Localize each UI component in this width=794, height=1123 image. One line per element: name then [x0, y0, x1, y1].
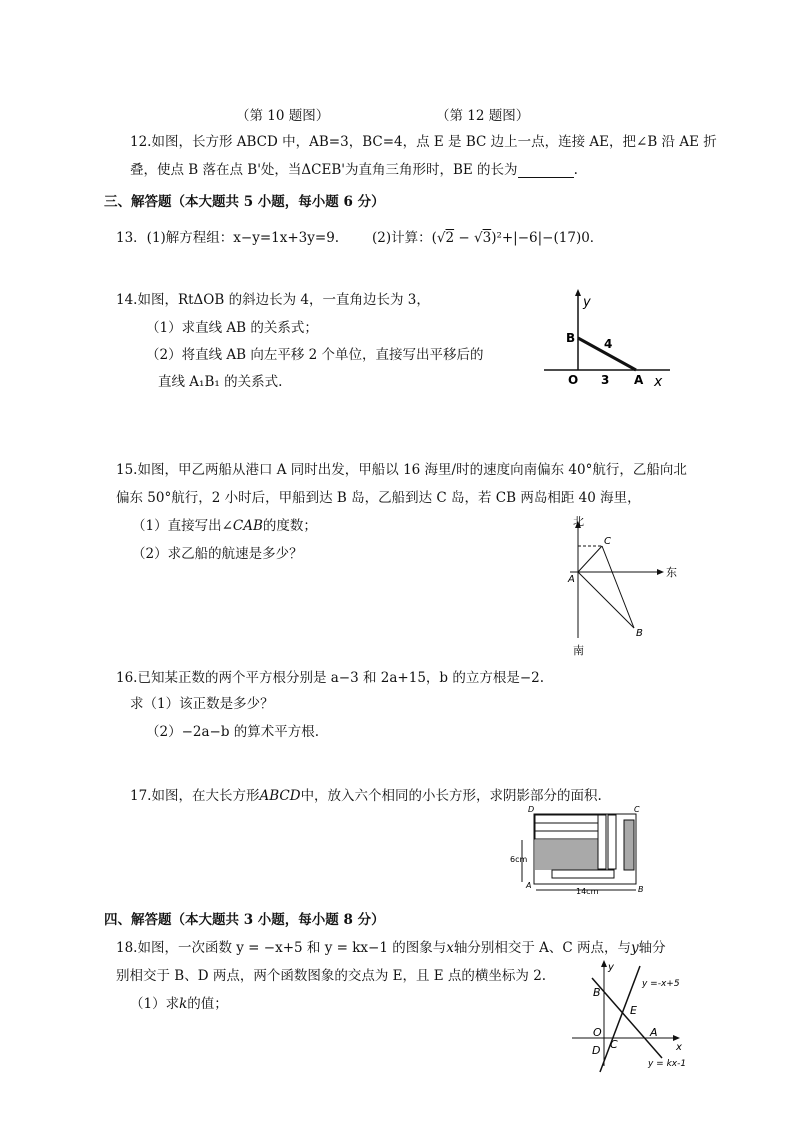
q18-line3: [130, 992, 228, 1012]
q12-end: .: [573, 162, 578, 178]
segment-ab: [578, 572, 634, 628]
y-variable: y: [631, 940, 639, 956]
q18-line1: [116, 936, 666, 956]
figure-10-caption: （第 10 题图）: [236, 108, 330, 124]
north-label: 北: [573, 515, 584, 528]
y-axis-arrow-icon: [601, 960, 607, 967]
q14-line3: （2）将直线 AB 向左平移 2 个单位，直接写出平移后的: [146, 347, 484, 363]
q15-line3: [132, 514, 317, 534]
point-o-label: O: [593, 1026, 602, 1039]
shaded-region-right: [624, 820, 634, 870]
point-b-label: B: [566, 331, 576, 345]
q12-line1: 12.如图，长方形 ABCD 中，AB=3，BC=4，点 E 是 BC 边上一点，连接 AE，把∠B 沿 AE 折: [130, 134, 717, 150]
point-b-label: B: [636, 628, 643, 639]
point-a-label: A: [634, 373, 644, 387]
q16-line3: （2）−2a−b 的算术平方根.: [146, 724, 320, 740]
y-label: y: [608, 962, 614, 973]
height-label: 6cm: [510, 855, 528, 864]
point-b-label: B: [638, 885, 644, 894]
q18-figure: [568, 958, 698, 1076]
point-c-label: C: [610, 1038, 618, 1051]
q15-line3-a: （1）直接写出: [132, 518, 222, 534]
q15-line4: （2）求乙船的航速是多少？: [132, 546, 303, 562]
k-variable: k: [179, 996, 188, 1012]
small-rect-3: [535, 831, 598, 839]
section4-title: 四、解答题（本大题共 3 小题，每小题 8 分）: [104, 912, 385, 928]
sqrt-expression: (√2 − √3)²: [431, 230, 502, 246]
point-a-label: A: [650, 1026, 658, 1039]
q15-figure: [560, 512, 690, 658]
y-axis-arrow-icon: [575, 289, 581, 296]
width-label: 14cm: [576, 887, 599, 896]
q17-figure: [508, 804, 650, 898]
line-y-neg-x-plus-5: [592, 978, 662, 1058]
q16-line2: 求（1）该正数是多少？: [130, 696, 274, 712]
leg-length-label: 3: [601, 373, 610, 387]
x-axis-arrow-icon: [673, 1035, 680, 1041]
point-c-label: C: [634, 805, 640, 814]
q12-line2: [130, 158, 578, 178]
segment-cb: [602, 546, 634, 628]
figure-12-caption: （第 12 题图）: [436, 108, 530, 124]
point-e-label: E: [630, 1004, 637, 1017]
point-a-label: A: [526, 881, 532, 890]
q17-text-b: 中，放入六个相同的小长方形，求阴影部分的面积.: [300, 788, 602, 804]
q18-text-e: 的值；: [187, 996, 228, 1012]
q13-part1: 13．(1)解方程组：x−y=1x+3y=9.: [116, 230, 340, 246]
q15-line1: 15.如图，甲乙两船从港口 A 同时出发，甲船以 16 海里/时的速度向南偏东 40°航行，乙船向北: [116, 462, 687, 478]
q12-text: 叠，使点 B 落在点 B'处，当ΔCEB'为直角三角形时，BE 的长为: [130, 162, 518, 178]
section3-title: 三、解答题（本大题共 5 小题，每小题 6 分）: [104, 194, 385, 210]
point-b-label: B: [593, 986, 601, 999]
q18-text-c: 轴分: [638, 940, 666, 956]
point-d-label: D: [592, 1044, 601, 1057]
q15-line3-b: 的度数；: [262, 518, 317, 534]
q14-line1: 14.如图，RtΔOB 的斜边长为 4，一直角边长为 3，: [116, 292, 430, 308]
small-rect-vertical-2: [608, 815, 616, 869]
q17-text-a: 17.如图，在大长方形: [130, 788, 260, 804]
q14-line4: 直线 A₁B₁ 的关系式.: [158, 374, 283, 390]
point-a-label: A: [568, 574, 575, 585]
south-label: 南: [573, 644, 584, 657]
east-arrow-icon: [657, 569, 664, 575]
q18-text-b: 轴分别相交于 A、C 两点，与: [453, 940, 631, 956]
shaded-region-left: [535, 840, 598, 870]
segment-ac: [578, 546, 602, 572]
q18-line2: 别相交于 B、D 两点，两个函数图象的交点为 E，且 E 点的横坐标为 2.: [116, 968, 547, 984]
answer-blank: [518, 163, 574, 178]
line-y-kx-minus-1: [600, 966, 640, 1072]
small-rect-1: [535, 815, 598, 823]
q15-line2: 偏东 50°航行，2 小时后，甲船到达 B 岛，乙船到达 C 岛，若 CB 两岛相距 40 海里，: [116, 490, 641, 506]
angle-cab: ∠CAB: [221, 518, 263, 534]
small-rect-bottom: [552, 870, 614, 878]
point-o-label: O: [568, 373, 579, 387]
q13-part2: [372, 226, 603, 246]
small-rect-2: [535, 823, 598, 831]
q16-line1: 16.已知某正数的两个平方根分别是 a−3 和 2a+15，b 的立方根是−2.: [116, 670, 545, 686]
rect-abcd: ABCD: [259, 788, 301, 804]
line2-equation-label: y = kx-1: [648, 1059, 687, 1069]
point-d-label: D: [528, 805, 535, 814]
line1-equation-label: y =-x+5: [642, 979, 680, 989]
q13-part2-tail: +|−6|−(17)0．: [501, 230, 604, 246]
q18-text-d: （1）求: [130, 996, 180, 1012]
q13-part2-label: (2)计算：: [372, 230, 432, 246]
q14-figure: [538, 286, 678, 390]
point-c-label: C: [604, 536, 611, 547]
small-rect-vertical-1: [598, 815, 606, 869]
x-variable: x: [446, 940, 454, 956]
q18-text-a: 18.如图，一次函数 y = −x+5 和 y = kx−1 的图象与: [116, 940, 447, 956]
y-label: y: [583, 295, 591, 310]
hyp-length-label: 4: [604, 337, 613, 351]
q17-line1: [130, 784, 602, 804]
q14-line2: （1）求直线 AB 的关系式；: [146, 320, 318, 336]
east-label: 东: [666, 566, 677, 579]
x-label: x: [654, 374, 663, 390]
x-label: x: [676, 1042, 682, 1053]
